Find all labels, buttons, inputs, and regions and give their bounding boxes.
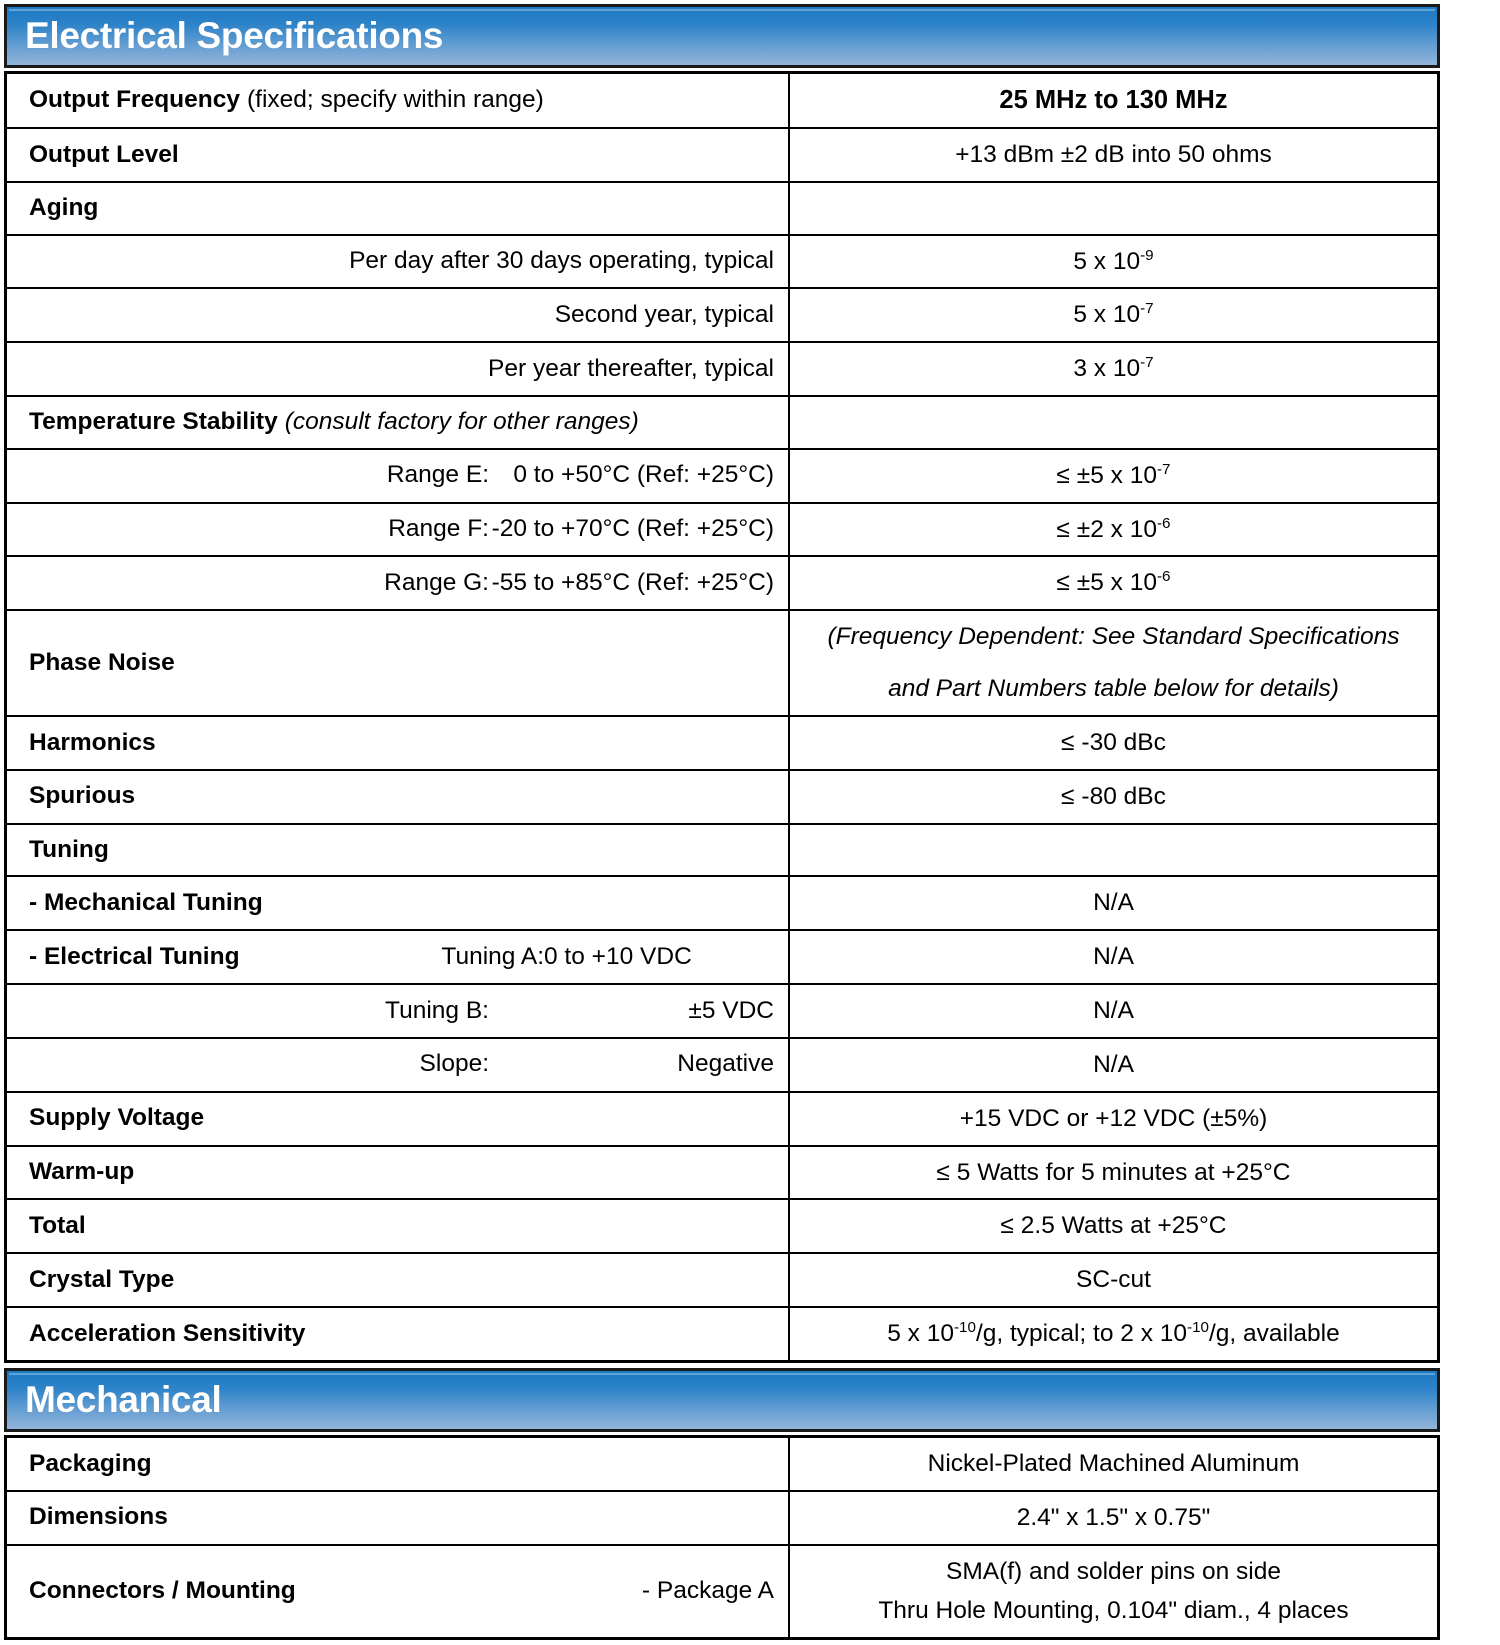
sections-container: [4, 4, 1440, 1640]
sublabel-name: Tuning A:: [441, 942, 544, 970]
header-highlight-line: [9, 1373, 1435, 1375]
spec-label-cell: [7, 877, 790, 931]
spec-value-cell: [790, 931, 1437, 985]
table-row: [7, 236, 1437, 290]
table-row: [7, 557, 1437, 611]
spec-value: [790, 343, 1437, 395]
spec-label-text: - Mechanical Tuning: [29, 888, 263, 916]
sublabel-value: 0 to +10 VDC: [544, 942, 692, 970]
section-header-mechanical: [4, 1368, 1440, 1432]
table-row: [7, 877, 1437, 931]
spec-label: [7, 718, 788, 769]
spec-value-line: ≤ 2.5 Watts at +25°C: [1000, 1212, 1227, 1240]
spec-value: [790, 1546, 1437, 1638]
spec-value-cell: [790, 1093, 1437, 1147]
spec-value-line: N/A: [1093, 1050, 1134, 1078]
table-row: [7, 129, 1437, 183]
sublabel-name: - Package A: [641, 1577, 774, 1605]
table-row: [7, 74, 1437, 129]
spec-value-line: ≤ ±5 x $10^{-7}$: [1056, 460, 1171, 489]
spec-label-cell: [7, 504, 790, 558]
sublabel-value: -20 to +70°C (Ref: +25°C): [491, 515, 774, 543]
spec-label-cell: [7, 1438, 790, 1492]
spec-label-cell: [7, 1546, 790, 1638]
spec-value: [790, 450, 1437, 502]
spec-label-cell: [7, 1039, 790, 1093]
spec-value-cell: [790, 1438, 1437, 1492]
spec-value-line: (Frequency Dependent: See Standard Specifications: [827, 623, 1400, 651]
spec-value-cell: [790, 504, 1437, 558]
spec-label-text: Temperature Stability: [29, 408, 278, 436]
sublabel-name: Range E:: [386, 461, 489, 489]
table-row: [7, 1093, 1437, 1147]
table-row: [7, 931, 1437, 985]
spec-table-electrical: [4, 71, 1440, 1363]
spec-label: [7, 397, 788, 448]
spec-label-text: Warm-up: [29, 1158, 135, 1186]
spec-value-cell: [790, 1147, 1437, 1201]
spec-sublabel: [7, 450, 788, 501]
table-row: [7, 1308, 1437, 1360]
spec-value-cell: [790, 183, 1437, 236]
spec-value-line: ≤ ±2 x $10^{-6}$: [1056, 514, 1171, 543]
spec-value: [790, 771, 1437, 823]
table-row: [7, 343, 1437, 397]
spec-label-cell: [7, 129, 790, 183]
spec-value: [790, 1200, 1437, 1252]
sublabel-value: ±5 VDC: [688, 996, 774, 1024]
spec-label-note: (fixed; specify within range): [246, 86, 544, 114]
spec-value-cell: [790, 825, 1437, 878]
spec-value-line: N/A: [1093, 943, 1134, 971]
table-row: [7, 450, 1437, 504]
spec-label-cell: [7, 74, 790, 129]
spec-sublabel: [7, 1039, 788, 1090]
spec-value: [790, 289, 1437, 341]
spec-value-line: Nickel-Plated Machined Aluminum: [927, 1449, 1300, 1477]
header-highlight-line: [9, 9, 1435, 11]
table-row: [7, 1546, 1437, 1638]
table-row: [7, 1492, 1437, 1546]
spec-value-line: ≤ ±5 x $10^{-6}$: [1056, 568, 1171, 597]
spec-label-cell: [7, 236, 790, 290]
spec-value-line: ≤ -80 dBc: [1061, 782, 1166, 810]
spec-label-text: Phase Noise: [29, 648, 175, 676]
spec-sublabel: [7, 986, 788, 1037]
spec-label-note: (consult factory for other ranges): [284, 408, 639, 436]
spec-value-cell: [790, 450, 1437, 504]
table-row: [7, 1200, 1437, 1254]
spec-label: [7, 1093, 788, 1144]
spec-value-line: +15 VDC or +12 VDC (±5%): [959, 1104, 1268, 1132]
spec-value: [790, 129, 1437, 181]
spec-label: [7, 130, 788, 181]
spec-value: [790, 877, 1437, 929]
spec-sublabel: [7, 344, 788, 395]
spec-label-cell: [7, 985, 790, 1039]
spec-label-text: Supply Voltage: [29, 1104, 205, 1132]
label-with-sublabel: [7, 1566, 788, 1617]
spec-label: [7, 1492, 788, 1543]
spec-label-cell: [7, 825, 790, 878]
sublabel-name: Range F:: [388, 515, 489, 543]
spec-value-cell: [790, 771, 1437, 825]
spec-sublabel: [7, 290, 788, 341]
spec-value: [790, 557, 1437, 609]
spec-label-cell: [7, 771, 790, 825]
spec-value: [790, 717, 1437, 769]
spec-label-text: - Electrical Tuning: [29, 942, 240, 970]
table-row: [7, 985, 1437, 1039]
spec-label-text: Dimensions: [29, 1503, 168, 1531]
spec-value: [790, 1492, 1437, 1544]
spec-label-text: Total: [29, 1211, 86, 1239]
table-row: [7, 183, 1437, 236]
spec-value-line: SMA(f) and solder pins on side: [946, 1557, 1281, 1585]
spec-label: [7, 878, 788, 929]
spec-label-cell: [7, 557, 790, 611]
spec-label-cell: [7, 343, 790, 397]
spec-label-cell: [7, 931, 790, 985]
spec-label-text: Packaging: [29, 1449, 152, 1477]
sublabel-value: -55 to +85°C (Ref: +25°C): [491, 569, 774, 597]
spec-label-text: Acceleration Sensitivity: [29, 1319, 306, 1347]
spec-label: [7, 75, 788, 126]
sublabel-name: Per year thereafter, typical: [488, 354, 774, 382]
spec-value-line: 5 x $10^{-10}/g$, typical; to 2 x $10^{-10}/g$, available: [887, 1318, 1340, 1348]
table-row: [7, 1039, 1437, 1093]
spec-value-cell: [790, 397, 1437, 450]
spec-value: [790, 828, 1437, 872]
sublabel-name: Slope:: [419, 1050, 489, 1078]
spec-value: [790, 74, 1437, 127]
spec-label-cell: [7, 397, 790, 450]
spec-value-cell: [790, 717, 1437, 771]
table-row: [7, 504, 1437, 558]
table-row: [7, 1147, 1437, 1201]
spec-value-line: 3 x $10^{-7}$: [1073, 354, 1154, 383]
section-header-electrical: [4, 4, 1440, 68]
spec-value-line: +13 dBm ±2 dB into 50 ohms: [955, 141, 1272, 169]
spec-value-cell: [790, 877, 1437, 931]
spec-value-line: ≤ 5 Watts for 5 minutes at +25°C: [936, 1158, 1291, 1186]
spec-value-cell: [790, 1308, 1437, 1360]
spec-label-cell: [7, 289, 790, 343]
spec-sublabel: [7, 236, 788, 287]
spec-label-text: Crystal Type: [29, 1265, 175, 1293]
spec-value: [790, 1254, 1437, 1306]
spec-label-text: Output Frequency: [29, 86, 240, 114]
spec-label-text: Aging: [29, 193, 99, 221]
spec-label-cell: [7, 1492, 790, 1546]
spec-value-line: and Part Numbers table below for details): [888, 675, 1339, 703]
spec-value: [790, 1438, 1437, 1490]
spec-sublabel: [441, 942, 774, 973]
sublabel-name: Second year, typical: [554, 301, 774, 329]
spec-sublabel: [7, 558, 788, 609]
sublabel-name: Tuning B:: [385, 996, 489, 1024]
table-row: [7, 611, 1437, 717]
spec-value-cell: [790, 1254, 1437, 1308]
spec-value: [790, 1039, 1437, 1091]
table-row: [7, 771, 1437, 825]
spec-value-line: ≤ -30 dBc: [1061, 728, 1166, 756]
spec-value-line: Thru Hole Mounting, 0.104" diam., 4 places: [878, 1597, 1349, 1625]
spec-value-cell: [790, 236, 1437, 290]
spec-label-cell: [7, 1308, 790, 1360]
spec-value-cell: [790, 1492, 1437, 1546]
table-row: [7, 1438, 1437, 1492]
spec-label-cell: [7, 717, 790, 771]
spec-value-cell: [790, 557, 1437, 611]
spec-value-cell: [790, 985, 1437, 1039]
spec-table-mechanical: [4, 1435, 1440, 1640]
spec-value-line: 5 x $10^{-9}$: [1073, 246, 1154, 275]
spec-label-cell: [7, 1200, 790, 1254]
spec-value: [790, 1147, 1437, 1199]
spec-label: [7, 1147, 788, 1198]
sublabel-name: Range G:: [384, 569, 489, 597]
spec-label: [7, 638, 788, 689]
spec-value-cell: [790, 1039, 1437, 1093]
spec-value: [790, 400, 1437, 444]
spec-value-line: 25 MHz to 130 MHz: [999, 86, 1228, 114]
spec-value-line: 5 x $10^{-7}$: [1073, 300, 1154, 329]
spec-value-line: N/A: [1093, 996, 1134, 1024]
table-row: [7, 1254, 1437, 1308]
spec-value: [790, 504, 1437, 556]
spec-label: [7, 1255, 788, 1306]
table-row: [7, 825, 1437, 878]
spec-value: [790, 1093, 1437, 1145]
table-row: [7, 289, 1437, 343]
spec-value: [790, 1308, 1437, 1360]
spec-value-cell: [790, 74, 1437, 129]
spec-value-line: 2.4" x 1.5" x 0.75": [1016, 1503, 1211, 1531]
spec-value-line: SC-cut: [1076, 1266, 1151, 1294]
spec-label-cell: [7, 183, 790, 236]
spec-label: [7, 1439, 788, 1490]
spec-value: [790, 611, 1437, 715]
label-with-sublabel: [7, 932, 788, 983]
spec-label-text: Harmonics: [29, 728, 156, 756]
table-row: [7, 717, 1437, 771]
spec-sublabel: [642, 1576, 774, 1607]
spec-label: [7, 1201, 788, 1252]
spec-label-text: Connectors / Mounting: [29, 1577, 296, 1605]
spec-value-cell: [790, 343, 1437, 397]
sublabel-value: Negative: [677, 1050, 774, 1078]
spec-value: [790, 931, 1437, 983]
spec-label-cell: [7, 611, 790, 717]
spec-label-text: Tuning: [29, 835, 109, 863]
spec-label: [7, 825, 788, 876]
spec-label-cell: [7, 1093, 790, 1147]
spec-label: [7, 183, 788, 234]
spec-label-cell: [7, 450, 790, 504]
spec-label-text: Output Level: [29, 140, 179, 168]
spec-label: [7, 771, 788, 822]
spec-value: [790, 985, 1437, 1037]
section-title: Mechanical: [25, 1378, 222, 1420]
sublabel-value: 0 to +50°C (Ref: +25°C): [513, 461, 774, 489]
spec-label-cell: [7, 1147, 790, 1201]
spec-label-cell: [7, 1254, 790, 1308]
spec-value-cell: [790, 289, 1437, 343]
spec-value: [790, 236, 1437, 288]
section-title: Electrical Specifications: [25, 14, 444, 56]
spec-sublabel: [7, 504, 788, 555]
spec-value-cell: [790, 1200, 1437, 1254]
sublabel-name: Per day after 30 days operating, typical: [349, 247, 774, 275]
spec-value-cell: [790, 1546, 1437, 1638]
spec-label: [7, 1309, 788, 1360]
spec-value-cell: [790, 129, 1437, 183]
spec-label-text: Spurious: [29, 782, 136, 810]
spec-value-line: N/A: [1093, 889, 1134, 917]
spec-value-cell: [790, 611, 1437, 717]
spec-value: [790, 186, 1437, 230]
table-row: [7, 397, 1437, 450]
